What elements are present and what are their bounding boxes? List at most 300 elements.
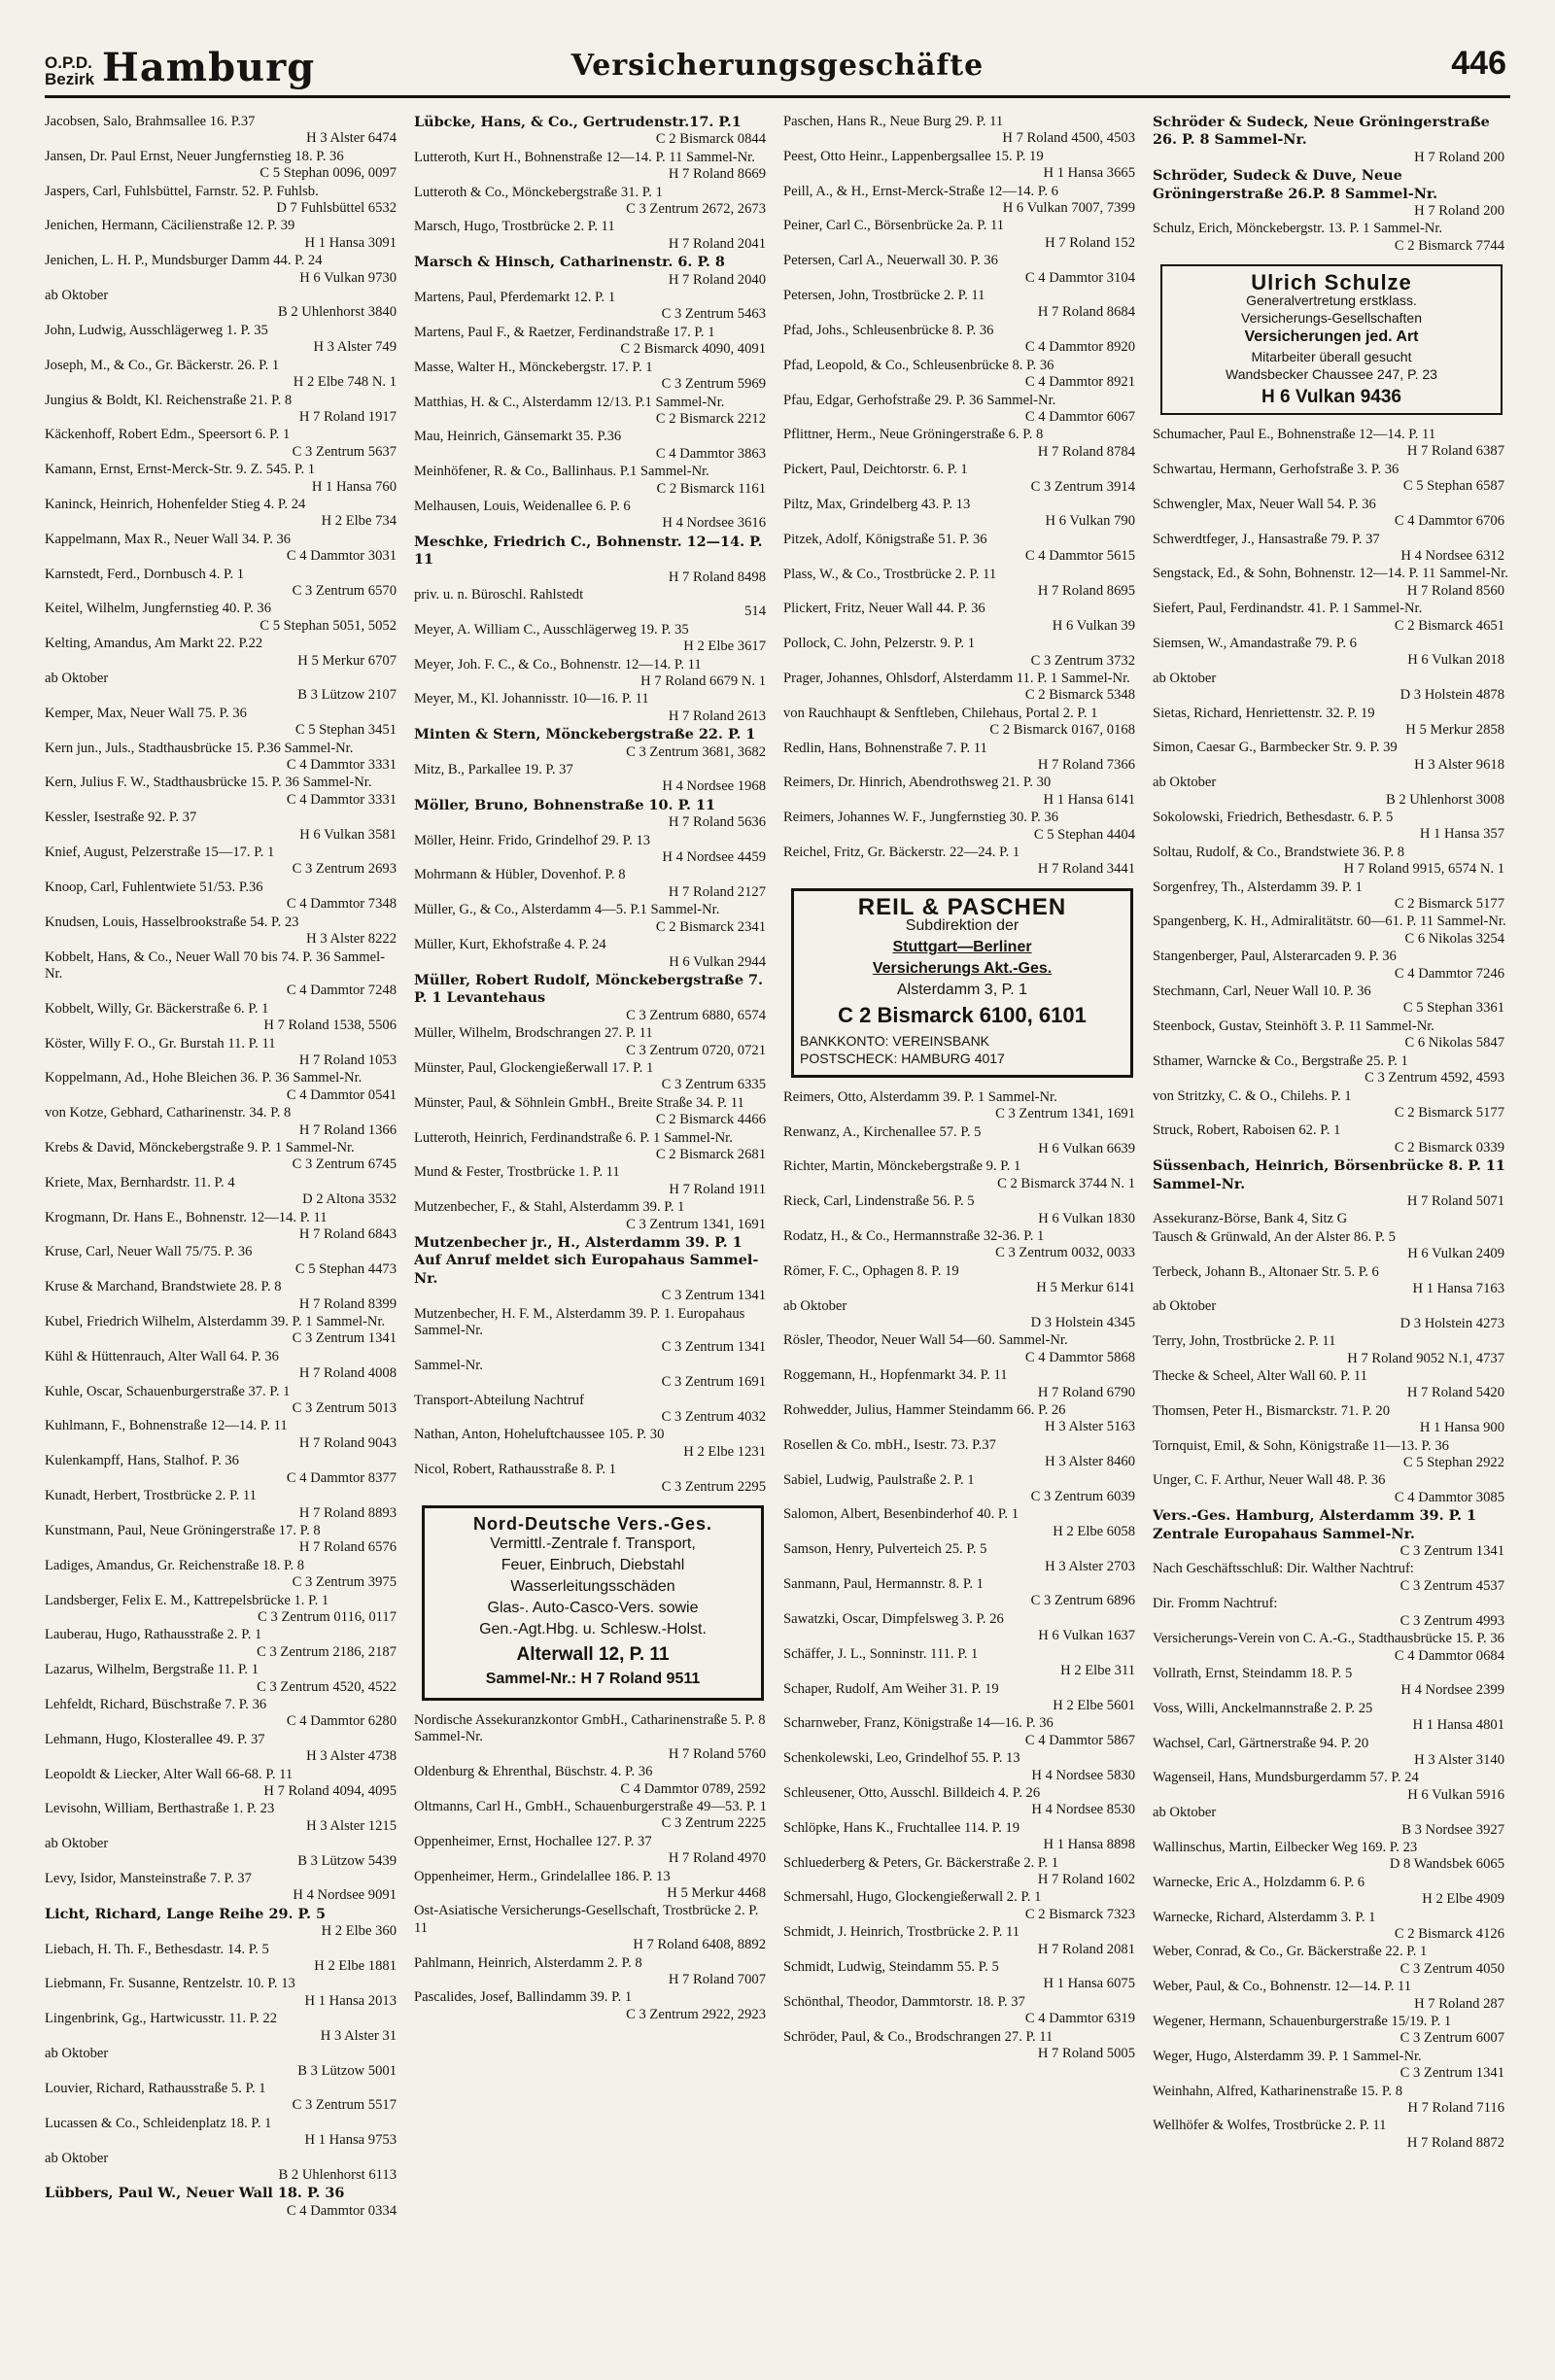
- entry-phone: C 4 Dammtor 3104: [1024, 269, 1135, 286]
- entry-name: Warnecke, Richard, Alsterdamm 3. P. 1: [1153, 1909, 1376, 1925]
- entry-name: Spangenberg, K. H., Admiralitätstr. 60—61. P. 11 Sammel-Nr.: [1153, 914, 1506, 930]
- entry-name: Soltau, Rudolf, & Co., Brandstwiete 36. P. 8: [1153, 844, 1405, 860]
- directory-entry: [1153, 810, 1510, 844]
- entry-name: Jacobsen, Salo, Brahmsallee 16. P.37: [45, 114, 256, 129]
- entry-name: Louvier, Richard, Rathausstraße 5. P. 1: [45, 2080, 266, 2096]
- directory-entry: [1153, 1053, 1510, 1087]
- directory-entry: [1153, 221, 1510, 255]
- entry-name: Sorgenfrey, Th., Alsterdamm 39. P. 1: [1153, 879, 1363, 895]
- entry-name: Peiner, Carl C., Börsenbrücke 2a. P. 11: [783, 218, 1005, 234]
- entry-name: Ladiges, Amandus, Gr. Reichenstraße 18. P. 8: [45, 1557, 305, 1573]
- directory-entry: [414, 395, 772, 429]
- entry-name: Jungius & Boldt, Kl. Reichenstraße 21. P. 8: [45, 392, 293, 408]
- entry-phone: H 7 Roland 2041: [668, 235, 766, 252]
- entry-phone: C 3 Zentrum 4520, 4522: [257, 1678, 397, 1695]
- entry-phone: H 2 Elbe 1881: [314, 1958, 397, 1975]
- entry-name: Meinhöfener, R. & Co., Ballinhaus. P.1 Sammel-Nr.: [414, 464, 709, 480]
- directory-entry: [414, 726, 772, 761]
- columns: [45, 114, 1510, 2221]
- entry-name: Käckenhoff, Robert Edm., Speersort 6. P. 1: [45, 427, 291, 443]
- directory-entry: [1153, 1472, 1510, 1506]
- entry-phone: C 2 Bismarck 2681: [655, 1146, 766, 1162]
- entry-name: Reichel, Fritz, Gr. Bäckerstr. 22—24. P. 1: [783, 845, 1020, 861]
- entry-name: Lübbers, Paul W., Neuer Wall 18. P. 36: [45, 2185, 345, 2202]
- entry-name: Redlin, Hans, Bohnenstraße 7. P. 11: [783, 740, 987, 756]
- directory-entry: [783, 567, 1141, 601]
- entry-name: Krebs & David, Mönckebergstraße 9. P. 1 Sammel-Nr.: [45, 1139, 355, 1156]
- entry-name: Kamann, Ernst, Ernst-Merck-Str. 9. Z. 545. P. 1: [45, 462, 316, 478]
- directory-entry: [414, 1764, 772, 1798]
- entry-phone: H 3 Alster 2703: [1045, 1558, 1135, 1574]
- entry-name: Schleusener, Otto, Ausschl. Billdeich 4. P. 26: [783, 1784, 1041, 1801]
- entry-name: Oppenheimer, Herm., Grindelallee 186. P. 13: [414, 1868, 671, 1884]
- entry-name: ab Oktober: [45, 288, 109, 304]
- entry-name: Koppelmann, Ad., Hohe Bleichen 36. P. 36 Sammel-Nr.: [45, 1070, 363, 1087]
- entry-phone: C 2 Bismarck 3744 N. 1: [997, 1175, 1135, 1191]
- entry-phone: C 2 Bismarck 2212: [655, 410, 766, 427]
- directory-entry: [45, 497, 402, 531]
- entry-name: Terbeck, Johann B., Altonaer Str. 5. P. 6: [1153, 1263, 1379, 1280]
- entry-phone: H 4 Nordsee 3616: [662, 515, 766, 532]
- entry-name: Kulenkampff, Hans, Stalhof. P. 36: [45, 1453, 239, 1469]
- entry-name: Lübcke, Hans, & Co., Gertrudenstr.17. P.1: [414, 114, 742, 130]
- entry-name: Kelting, Amandus, Am Markt 22. P.22: [45, 636, 263, 652]
- directory-entry: [783, 1158, 1141, 1192]
- directory-entry: [783, 497, 1141, 531]
- entry-name: Versicherungs-Verein von C. A.-G., Stadthausbrücke 15. P. 36: [1153, 1631, 1504, 1647]
- entry-name: Sthamer, Warncke & Co., Bergstraße 25. P. 1: [1153, 1052, 1408, 1069]
- entry-name: Lauberau, Hugo, Rathausstraße 2. P. 1: [45, 1627, 262, 1643]
- entry-phone: H 7 Roland 3441: [1037, 861, 1135, 878]
- directory-entry: [45, 1488, 402, 1522]
- entry-phone: B 3 Nordsee 3927: [1401, 1821, 1504, 1838]
- entry-name: Lutteroth, Heinrich, Ferdinandstraße 6. P. 1 Sammel-Nr.: [414, 1129, 733, 1146]
- entry-phone: C 2 Bismarck 4466: [655, 1112, 766, 1128]
- entry-name: Kessler, Isestraße 92. P. 37: [45, 810, 197, 826]
- directory-entry: [1153, 1736, 1510, 1770]
- entry-name: Schröder, Sudeck & Duve, Neue Gröningerstraße 26.P. 8 Sammel-Nr.: [1153, 167, 1438, 202]
- directory-entry: [45, 1627, 402, 1661]
- directory-entry: [783, 1193, 1141, 1227]
- entry-name: ab Oktober: [783, 1297, 847, 1314]
- entry-name: Pascalides, Josef, Ballindamm 39. P. 1: [414, 1989, 633, 2006]
- directory-entry: [783, 1367, 1141, 1401]
- entry-phone: C 3 Zentrum 6570: [292, 582, 397, 599]
- entry-phone: H 7 Roland 200: [1414, 203, 1504, 220]
- entry-name: ab Oktober: [45, 2150, 109, 2166]
- entry-name: Köster, Willy F. O., Gr. Burstah 11. P. 11: [45, 1035, 276, 1052]
- entry-name: Weinhahn, Alfred, Katharinenstraße 15. P. 8: [1153, 2083, 1402, 2099]
- entry-name: Rösler, Theodor, Neuer Wall 54—60. Sammel-Nr.: [783, 1332, 1068, 1349]
- entry-phone: H 7 Roland 9915, 6574 N. 1: [1343, 861, 1504, 878]
- directory-entry: [414, 1799, 772, 1833]
- entry-phone: H 5 Merkur 4468: [667, 1884, 766, 1901]
- directory-entry: [45, 114, 402, 148]
- entry-name: Meyer, A. William C., Ausschlägerweg 19. P. 35: [414, 621, 689, 638]
- entry-phone: C 4 Dammtor 8921: [1024, 374, 1135, 391]
- entry-name: Nathan, Anton, Hoheluftchaussee 105. P. 30: [414, 1427, 665, 1443]
- entry-name: Kubel, Friedrich Wilhelm, Alsterdamm 39. P. 1 Sammel-Nr.: [45, 1314, 386, 1330]
- directory-entry: [414, 622, 772, 656]
- entry-name: Kuhle, Oscar, Schauenburgerstraße 37. P. 1: [45, 1383, 291, 1399]
- entry-name: Knoop, Carl, Fuhlentwiete 51/53. P.36: [45, 879, 263, 895]
- entry-name: Rosellen & Co. mbH., Isestr. 73. P.37: [783, 1436, 996, 1453]
- entry-name: Renwanz, A., Kirchenallee 57. P. 5: [783, 1123, 982, 1140]
- entry-name: Pfau, Edgar, Gerhofstraße 29. P. 36 Sammel-Nr.: [783, 392, 1056, 408]
- entry-name: von Stritzky, C. & O., Chilehs. P. 1: [1153, 1087, 1352, 1104]
- entry-name: Marsch, Hugo, Trostbrücke 2. P. 11: [414, 219, 615, 235]
- directory-entry: [45, 1732, 402, 1766]
- entry-phone: H 3 Alster 9618: [1414, 756, 1504, 773]
- entry-phone: C 3 Zentrum 3914: [1030, 478, 1135, 495]
- entry-phone: C 3 Zentrum 2295: [661, 1478, 766, 1495]
- entry-name: Mau, Heinrich, Gänsemarkt 35. P.36: [414, 429, 622, 445]
- entry-phone: H 7 Roland 5760: [668, 1745, 766, 1762]
- entry-name: Kobbelt, Willy, Gr. Bäckerstraße 6. P. 1: [45, 1000, 269, 1017]
- directory-entry: [783, 1541, 1141, 1575]
- entry-phone: C 3 Zentrum 1341: [1400, 1543, 1504, 1560]
- directory-entry: [414, 1712, 772, 1763]
- directory-entry: [45, 775, 402, 809]
- entry-phone: H 1 Hansa 2013: [304, 1992, 397, 2009]
- directory-entry: [414, 833, 772, 867]
- entry-name: Transport-Abteilung Nachtruf: [414, 1392, 584, 1408]
- entry-phone: C 3 Zentrum 6745: [292, 1156, 397, 1173]
- directory-entry: [45, 1384, 402, 1418]
- entry-phone: C 4 Dammtor 3331: [286, 791, 397, 808]
- entry-phone: H 7 Roland 2127: [668, 883, 766, 900]
- entry-phone: H 4 Nordsee 6312: [1400, 547, 1504, 564]
- directory-entry: [1153, 775, 1510, 809]
- directory-entry: [45, 1175, 402, 1209]
- entry-phone: H 4 Nordsee 4459: [662, 849, 766, 866]
- directory-entry: [414, 185, 772, 219]
- directory-entry: [1153, 1122, 1510, 1156]
- entry-name: Sanmann, Paul, Hermannstr. 8. P. 1: [783, 1576, 984, 1593]
- entry-phone: C 2 Bismarck 4090, 4091: [620, 341, 766, 358]
- directory-entry: [45, 1105, 402, 1139]
- directory-entry: [1153, 1944, 1510, 1978]
- directory-entry: [414, 429, 772, 463]
- entry-phone: C 3 Zentrum 1341: [661, 1339, 766, 1356]
- entry-phone: C 3 Zentrum 6039: [1030, 1489, 1135, 1505]
- entry-phone: C 4 Dammtor 6706: [1394, 513, 1504, 530]
- entry-phone: C 3 Zentrum 4032: [661, 1409, 766, 1426]
- entry-phone: H 7 Roland 8669: [668, 166, 766, 183]
- entry-name: Nordische Assekuranzkontor GmbH., Catharinenstraße 5. P. 8 Sammel-Nr.: [414, 1711, 766, 1745]
- entry-name: Ost-Asiatische Versicherungs-Gesellschaft, Trostbrücke 2. P. 11: [414, 1903, 759, 1936]
- entry-phone: H 6 Vulkan 39: [1052, 617, 1135, 634]
- directory-entry: [783, 1437, 1141, 1471]
- entry-name: Reimers, Otto, Alsterdamm 39. P. 1 Sammel-Nr.: [783, 1088, 1057, 1105]
- entry-name: Keitel, Wilhelm, Jungfernstieg 40. P. 36: [45, 601, 272, 617]
- entry-name: Schäffer, J. L., Sonninstr. 111. P. 1: [783, 1645, 979, 1662]
- entry-name: Kriete, Max, Bernhardstr. 11. P. 4: [45, 1174, 235, 1190]
- entry-phone: C 3 Zentrum 0032, 0033: [995, 1245, 1135, 1261]
- entry-name: Dir. Fromm Nachtruf:: [1153, 1596, 1278, 1612]
- entry-name: Voss, Willi, Anckelmannstraße 2. P. 25: [1153, 1700, 1373, 1716]
- entry-name: Piltz, Max, Grindelberg 43. P. 13: [783, 496, 971, 512]
- directory-entry: [45, 1697, 402, 1731]
- ad-nordd-line4: Glas-. Auto-Casco-Vers. sowie: [487, 1599, 699, 1616]
- entry-name: Möller, Heinr. Frido, Grindelhof 29. P. 13: [414, 832, 651, 848]
- entry-phone: H 7 Roland 1911: [669, 1181, 766, 1197]
- entry-name: ab Oktober: [1153, 1805, 1217, 1821]
- entry-phone: C 4 Dammtor 0789, 2592: [620, 1780, 766, 1797]
- entry-phone: H 7 Roland 5071: [1406, 1192, 1504, 1209]
- directory-entry: [45, 601, 402, 635]
- ad-schulze-line3: Versicherungen jed. Art: [1244, 328, 1419, 345]
- directory-entry: [45, 1244, 402, 1278]
- entry-phone: H 2 Elbe 3617: [683, 638, 766, 655]
- entry-phone: C 5 Stephan 5051, 5052: [259, 617, 397, 634]
- directory-entry: [45, 1871, 402, 1905]
- directory-entry: [414, 1358, 772, 1392]
- directory-entry: [1153, 2014, 1510, 2048]
- entry-name: Terry, John, Trostbrücke 2. P. 11: [1153, 1333, 1336, 1350]
- entry-name: Knudsen, Louis, Hasselbrookstraße 54. P. 23: [45, 914, 299, 930]
- entry-phone: C 3 Zentrum 1341: [661, 1288, 766, 1304]
- entry-name: Krogmann, Dr. Hans E., Bohnenstr. 12—14. P. 11: [45, 1209, 328, 1225]
- directory-entry: [45, 845, 402, 879]
- entry-name: Mohrmann & Hübler, Dovenhof. P. 8: [414, 867, 626, 883]
- directory-entry: [1153, 671, 1510, 705]
- directory-entry: [1153, 566, 1510, 600]
- entry-phone: C 4 Dammtor 0541: [286, 1087, 397, 1103]
- entry-phone: H 3 Alster 6474: [306, 130, 397, 147]
- entry-name: Wallinschus, Martin, Eilbecker Weg 169. P. 23: [1153, 1839, 1418, 1855]
- directory-entry: [783, 1332, 1141, 1366]
- directory-entry: [414, 534, 772, 586]
- entry-name: Martens, Paul, Pferdemarkt 12. P. 1: [414, 290, 616, 306]
- directory-entry: [1153, 914, 1510, 948]
- entry-name: Liebach, H. Th. F., Bethesdastr. 14. P. 5: [45, 1941, 269, 1957]
- directory-entry: [414, 290, 772, 324]
- directory-entry: [783, 1959, 1141, 1993]
- directory-entry: [1153, 1438, 1510, 1472]
- entry-phone: C 3 Zentrum 3732: [1030, 652, 1135, 669]
- entry-name: Müller, Wilhelm, Brodschrangen 27. P. 11: [414, 1025, 653, 1042]
- entry-name: Pahlmann, Heinrich, Alsterdamm 2. P. 8: [414, 1954, 642, 1971]
- entry-phone: H 1 Hansa 3091: [304, 234, 397, 251]
- entry-phone: C 3 Zentrum 4050: [1400, 1960, 1504, 1977]
- directory-entry: [783, 1611, 1141, 1645]
- directory-entry: [45, 810, 402, 844]
- entry-phone: H 7 Roland 1602: [1037, 1871, 1135, 1887]
- entry-phone: H 4 Nordsee 8530: [1031, 1802, 1135, 1818]
- entry-name: Paschen, Hans R., Neue Burg 29. P. 11: [783, 114, 1004, 129]
- directory-entry: [783, 1646, 1141, 1680]
- entry-name: Sengstack, Ed., & Sohn, Bohnenstr. 12—14. P. 11 Sammel-Nr.: [1153, 566, 1508, 582]
- directory-entry: [414, 1164, 772, 1198]
- directory-entry: [414, 1306, 772, 1357]
- directory-entry: [783, 1681, 1141, 1715]
- entry-phone: H 7 Roland 8684: [1037, 304, 1135, 321]
- entry-name: Kunstmann, Paul, Neue Gröningerstraße 17. P. 8: [45, 1522, 321, 1538]
- entry-name: Peest, Otto Heinr., Lappenbergsallee 15. P. 19: [783, 148, 1044, 164]
- entry-phone: C 4 Dammtor 7348: [286, 896, 397, 913]
- entry-name: Kruse & Marchand, Brandstwiete 28. P. 8: [45, 1279, 282, 1295]
- directory-entry: [1153, 1157, 1510, 1210]
- entry-name: Weber, Paul, & Co., Bohnenstr. 12—14. P. 11: [1153, 1979, 1412, 1995]
- entry-phone: H 1 Hansa 6141: [1043, 791, 1135, 808]
- directory-entry: [45, 2046, 402, 2080]
- directory-entry: [45, 1942, 402, 1976]
- entry-name: ab Oktober: [1153, 775, 1217, 791]
- directory-entry: [1153, 2049, 1510, 2083]
- entry-phone: C 2 Bismarck 1161: [656, 480, 766, 497]
- entry-phone: C 2 Bismarck 2341: [655, 918, 766, 935]
- ad-ulrich-schulze: [1160, 264, 1503, 415]
- entry-phone: H 7 Roland 1053: [298, 1052, 397, 1068]
- page-number: 446: [1451, 45, 1506, 82]
- directory-entry: [1153, 636, 1510, 670]
- entry-name: Melhausen, Louis, Weidenallee 6. P. 6: [414, 498, 631, 514]
- directory-entry: [414, 1903, 772, 1953]
- entry-phone: H 7 Roland 7007: [668, 1972, 766, 1987]
- entry-name: Oldenburg & Ehrenthal, Büschstr. 4. P. 36: [414, 1764, 653, 1780]
- directory-entry: [1153, 1333, 1510, 1367]
- entry-phone: H 7 Roland 287: [1414, 1995, 1504, 2012]
- entry-name: Lazarus, Wilhelm, Bergstraße 11. P. 1: [45, 1662, 259, 1678]
- entry-phone: H 4 Nordsee 2399: [1400, 1682, 1504, 1699]
- entry-phone: D 2 Altona 3532: [302, 1191, 397, 1208]
- entry-phone: H 3 Alster 4738: [306, 1748, 397, 1765]
- entry-phone: H 7 Roland 7366: [1037, 757, 1135, 774]
- entry-name: Plass, W., & Co., Trostbrücke 2. P. 11: [783, 566, 997, 582]
- entry-name: Joseph, M., & Co., Gr. Bäckerstr. 26. P. 1: [45, 357, 280, 373]
- directory-entry: [45, 1453, 402, 1487]
- directory-entry: [45, 1662, 402, 1696]
- entry-name: Wegener, Hermann, Schauenburgerstraße 15/19. P. 1: [1153, 2014, 1452, 2030]
- ad-reil-bank2: POSTSCHECK: HAMBURG 4017: [800, 1050, 1005, 1066]
- directory-entry: [1153, 2084, 1510, 2118]
- directory-entry: [1153, 1229, 1510, 1263]
- entry-phone: C 4 Dammtor 7246: [1394, 965, 1504, 982]
- directory-entry: [1153, 1561, 1510, 1595]
- entry-phone: C 4 Dammtor 8377: [286, 1469, 397, 1486]
- entry-name: Schulz, Erich, Mönckebergstr. 13. P. 1 Sammel-Nr.: [1153, 221, 1443, 237]
- directory-entry: [45, 393, 402, 427]
- entry-phone: C 4 Dammtor 3331: [286, 757, 397, 774]
- entry-phone: H 2 Elbe 311: [1060, 1663, 1135, 1679]
- entry-phone: H 4 Nordsee 1968: [662, 778, 766, 795]
- entry-phone: C 5 Stephan 3361: [1402, 1000, 1504, 1017]
- directory-entry: [45, 2081, 402, 2115]
- entry-name: Möller, Bruno, Bohnenstraße 10. P. 11: [414, 796, 716, 813]
- ad-reil-line2: Stuttgart—Berliner: [892, 939, 1032, 956]
- directory-entry: [1153, 601, 1510, 635]
- directory-entry: [414, 150, 772, 184]
- entry-phone: H 7 Roland 2613: [668, 707, 766, 724]
- entry-phone: C 6 Nikolas 5847: [1404, 1035, 1504, 1052]
- entry-name: Thomsen, Peter H., Bismarckstr. 71. P. 20: [1153, 1402, 1391, 1419]
- entry-name: Jenichen, Hermann, Cäcilienstraße 12. P. 39: [45, 218, 295, 234]
- directory-entry: [783, 1785, 1141, 1819]
- directory-entry: [1153, 532, 1510, 566]
- directory-entry: [1153, 1910, 1510, 1944]
- city-title: Hamburg: [102, 45, 316, 90]
- entry-name: Nach Geschäftsschluß: Dir. Walther Nachtruf:: [1153, 1561, 1414, 1577]
- entry-phone: H 7 Roland 9052 N.1, 4737: [1347, 1350, 1504, 1366]
- entry-name: Kühl & Hüttenrauch, Alter Wall 64. P. 36: [45, 1348, 279, 1364]
- entry-phone: B 3 Lützow 5001: [297, 2062, 397, 2079]
- entry-phone: C 3 Zentrum 2922, 2923: [626, 2006, 766, 2022]
- entry-phone: C 4 Dammtor 5868: [1024, 1349, 1135, 1365]
- entry-phone: H 7 Roland 5420: [1406, 1385, 1504, 1401]
- entry-name: Thecke & Scheel, Alter Wall 60. P. 11: [1153, 1368, 1367, 1384]
- directory-entry: [783, 1924, 1141, 1958]
- entry-phone: H 3 Alster 3140: [1414, 1751, 1504, 1768]
- directory-entry: [414, 114, 772, 149]
- entry-name: Levy, Isidor, Mansteinstraße 7. P. 37: [45, 1871, 252, 1887]
- entry-name: Schröder, Paul, & Co., Brodschrangen 27. P. 11: [783, 2028, 1054, 2045]
- directory-entry: [414, 902, 772, 936]
- entry-phone: H 6 Vulkan 2409: [1407, 1246, 1504, 1262]
- entry-phone: C 3 Zentrum 0720, 0721: [626, 1042, 766, 1058]
- entry-name: Schmersahl, Hugo, Glockengießerwall 2. P. 1: [783, 1889, 1042, 1906]
- entry-name: Lingenbrink, Gg., Hartwicusstr. 11. P. 22: [45, 2011, 278, 2027]
- directory-entry: [414, 464, 772, 498]
- entry-name: Mund & Fester, Trostbrücke 1. P. 11: [414, 1164, 620, 1181]
- entry-name: Levisohn, William, Berthastraße 1. P. 23: [45, 1801, 275, 1817]
- entry-name: Weger, Hugo, Alsterdamm 39. P. 1 Sammel-Nr.: [1153, 2048, 1422, 2064]
- entry-name: Mutzenbecher, F., & Stahl, Alsterdamm 39. P. 1: [414, 1199, 685, 1216]
- ad-reil-line1: Subdirektion der: [905, 917, 1019, 935]
- ad-nordd-name: Nord-Deutsche Vers.-Ges.: [472, 1514, 713, 1535]
- entry-phone: D 7 Fuhlsbüttel 6532: [276, 200, 397, 217]
- entry-phone: C 5 Stephan 3451: [294, 722, 397, 739]
- entry-name: Kern, Julius F. W., Stadthausbrücke 15. P. 36 Sammel-Nr.: [45, 775, 372, 791]
- ad-schulze-line1: Generalvertretung erstklass.: [1246, 292, 1417, 308]
- entry-phone: C 5 Stephan 0096, 0097: [259, 165, 397, 182]
- entry-name: Petersen, Carl A., Neuerwall 30. P. 36: [783, 253, 998, 269]
- directory-entry: [783, 845, 1141, 879]
- directory-entry: [1153, 1507, 1510, 1560]
- directory-entry: [783, 1402, 1141, 1436]
- directory-entry: [414, 1869, 772, 1903]
- entry-name: Meyer, M., Kl. Johannisstr. 10—16. P. 11: [414, 691, 649, 707]
- directory-entry: [1153, 1840, 1510, 1874]
- directory-entry: [1153, 1298, 1510, 1332]
- entry-phone: C 3 Zentrum 2693: [292, 861, 397, 878]
- entry-name: Unger, C. F. Arthur, Neuer Wall 48. P. 36: [1153, 1472, 1386, 1489]
- entry-phone: C 2 Bismarck 5177: [1394, 896, 1504, 913]
- directory-entry: [783, 462, 1141, 496]
- entry-phone: H 6 Vulkan 5916: [1407, 1786, 1504, 1803]
- entry-phone: H 5 Merkur 6141: [1036, 1280, 1135, 1296]
- entry-name: Müller, G., & Co., Alsterdamm 4—5. P.1 Sammel-Nr.: [414, 902, 720, 918]
- entry-name: Oppenheimer, Ernst, Hochallee 127. P. 37: [414, 1833, 652, 1849]
- column-3: [783, 114, 1141, 2221]
- directory-entry: [783, 601, 1141, 635]
- entry-phone: H 1 Hansa 3665: [1043, 165, 1135, 182]
- directory-entry: [1153, 1770, 1510, 1804]
- entry-phone: H 7 Roland 5005: [1037, 2046, 1135, 2062]
- entry-phone: H 7 Roland 1917: [298, 408, 397, 425]
- entry-phone: C 3 Zentrum 5463: [661, 306, 766, 323]
- ad-reil-name: REIL & PASCHEN: [857, 893, 1067, 920]
- directory-entry: [45, 1349, 402, 1383]
- entry-name: Pfad, Leopold, & Co., Schleusenbrücke 8. P. 36: [783, 357, 1054, 373]
- directory-entry: [45, 1558, 402, 1592]
- entry-name: Schwengler, Max, Neuer Wall 54. P. 36: [1153, 496, 1376, 512]
- entry-name: Roggemann, H., Hopfenmarkt 34. P. 11: [783, 1367, 1008, 1384]
- directory-entry: [414, 937, 772, 971]
- entry-phone: C 2 Bismarck 4126: [1394, 1926, 1504, 1942]
- entry-name: Kern jun., Juls., Stadthausbrücke 15. P.36 Sammel-Nr.: [45, 740, 354, 756]
- entry-name: Jaspers, Carl, Fuhlsbüttel, Farnstr. 52. P. Fuhlsb.: [45, 183, 319, 199]
